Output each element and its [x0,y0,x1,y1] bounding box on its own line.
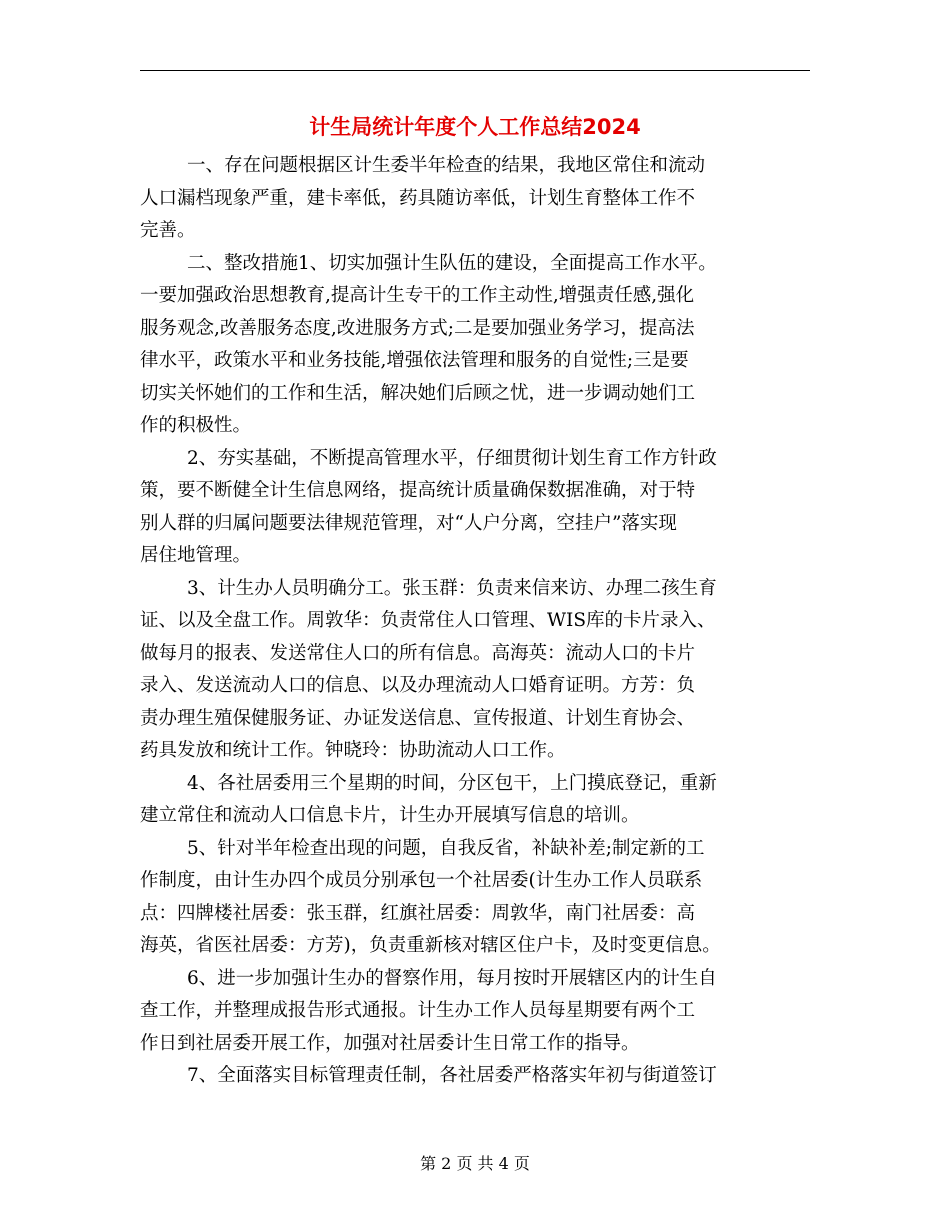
paragraph-line: 人口漏档现象严重，建卡率低，药具随访率低，计划生育整体工作不 [140,187,696,209]
paragraph-line: 查工作，并整理成报告形式通报。计生办工作人员每星期要有两个工 [140,1000,696,1021]
document-title: 计生局统计年度个人工作总结2024 [309,115,641,139]
paragraph-line: 作的积极性。 [140,415,252,436]
paragraph-line: 证、以及全盘工作。周敦华：负责常住人口管理、WIS库的卡片录入、 [140,610,716,631]
paragraph-line: 作制度，由计生办四个成员分别承包一个社居委(计生办工作人员联系 [140,870,703,891]
paragraph-line: 药具发放和统计工作。钟晓玲：协助流动人口工作。 [140,740,566,761]
paragraph-line: 建立常住和流动人口信息卡片，计生办开展填写信息的培训。 [140,805,640,826]
paragraph-line: 5、针对半年检查出现的问题，自我反省，补缺补差;制定新的工 [187,837,705,859]
paragraph-line: 策，要不断健全计生信息网络，提高统计质量确保数据准确，对于特 [140,480,696,501]
paragraph-line: 二、整改措施1、切实加强计生队伍的建设，全面提高工作水平。 [187,252,717,274]
document-body [140,150,810,1093]
paragraph-line: 点：四牌楼社居委：张玉群，红旗社居委：周敦华，南门社居委：高 [140,902,696,924]
paragraph-line: 2、夯实基础，不断提高管理水平，仔细贯彻计划生育工作方针政 [187,447,717,469]
paragraph-line: 做每月的报表、发送常住人口的所有信息。高海英：流动人口的卡片 [140,642,696,664]
paragraph-line: 别人群的归属问题要法律规范管理，对“人户分离，空挂户”落实现 [140,512,677,534]
paragraph-line: 一要加强政治思想教育,提高计生专干的工作主动性,增强责任感,强化 [140,285,695,306]
paragraph-line: 海英，省医社居委：方芳)，负责重新核对辖区住户卡，及时变更信息。 [140,935,721,956]
paragraph-line: 一、存在问题根据区计生委半年检查的结果，我地区常住和流动 [187,155,706,176]
paragraph-line: 作日到社居委开展工作，加强对社居委计生日常工作的指导。 [140,1032,640,1054]
page-number-footer: 第 2 页 共 4 页 [420,1154,530,1173]
paragraph-line: 7、全面落实目标管理责任制，各社居委严格落实年初与街道签订 [187,1065,717,1086]
paragraph-line: 4、各社居委用三个星期的时间，分区包干，上门摸底登记，重新 [187,772,717,794]
paragraph-line: 录入、发送流动人口的信息、以及办理流动人口婚育证明。方芳：负 [140,675,696,696]
paragraph-line: 服务观念,改善服务态度,改进服务方式;二是要加强业务学习，提高法 [140,317,695,339]
paragraph-line: 6、进一步加强计生办的督察作用，每月按时开展辖区内的计生自 [187,967,717,989]
paragraph-line: 居住地管理。 [140,545,252,566]
header-rule [140,70,810,71]
paragraph-line: 完善。 [140,220,196,241]
paragraph-line: 律水平，政策水平和业务技能,增强依法管理和服务的自觉性;三是要 [140,350,689,371]
paragraph-line: 责办理生殖保健服务证、办证发送信息、宣传报道、计划生育协会、 [140,707,696,729]
paragraph-line: 切实关怀她们的工作和生活，解决她们后顾之忧，进一步调动她们工 [140,382,696,404]
paragraph-line: 3、计生办人员明确分工。张玉群：负责来信来访、办理二孩生育 [187,577,717,599]
